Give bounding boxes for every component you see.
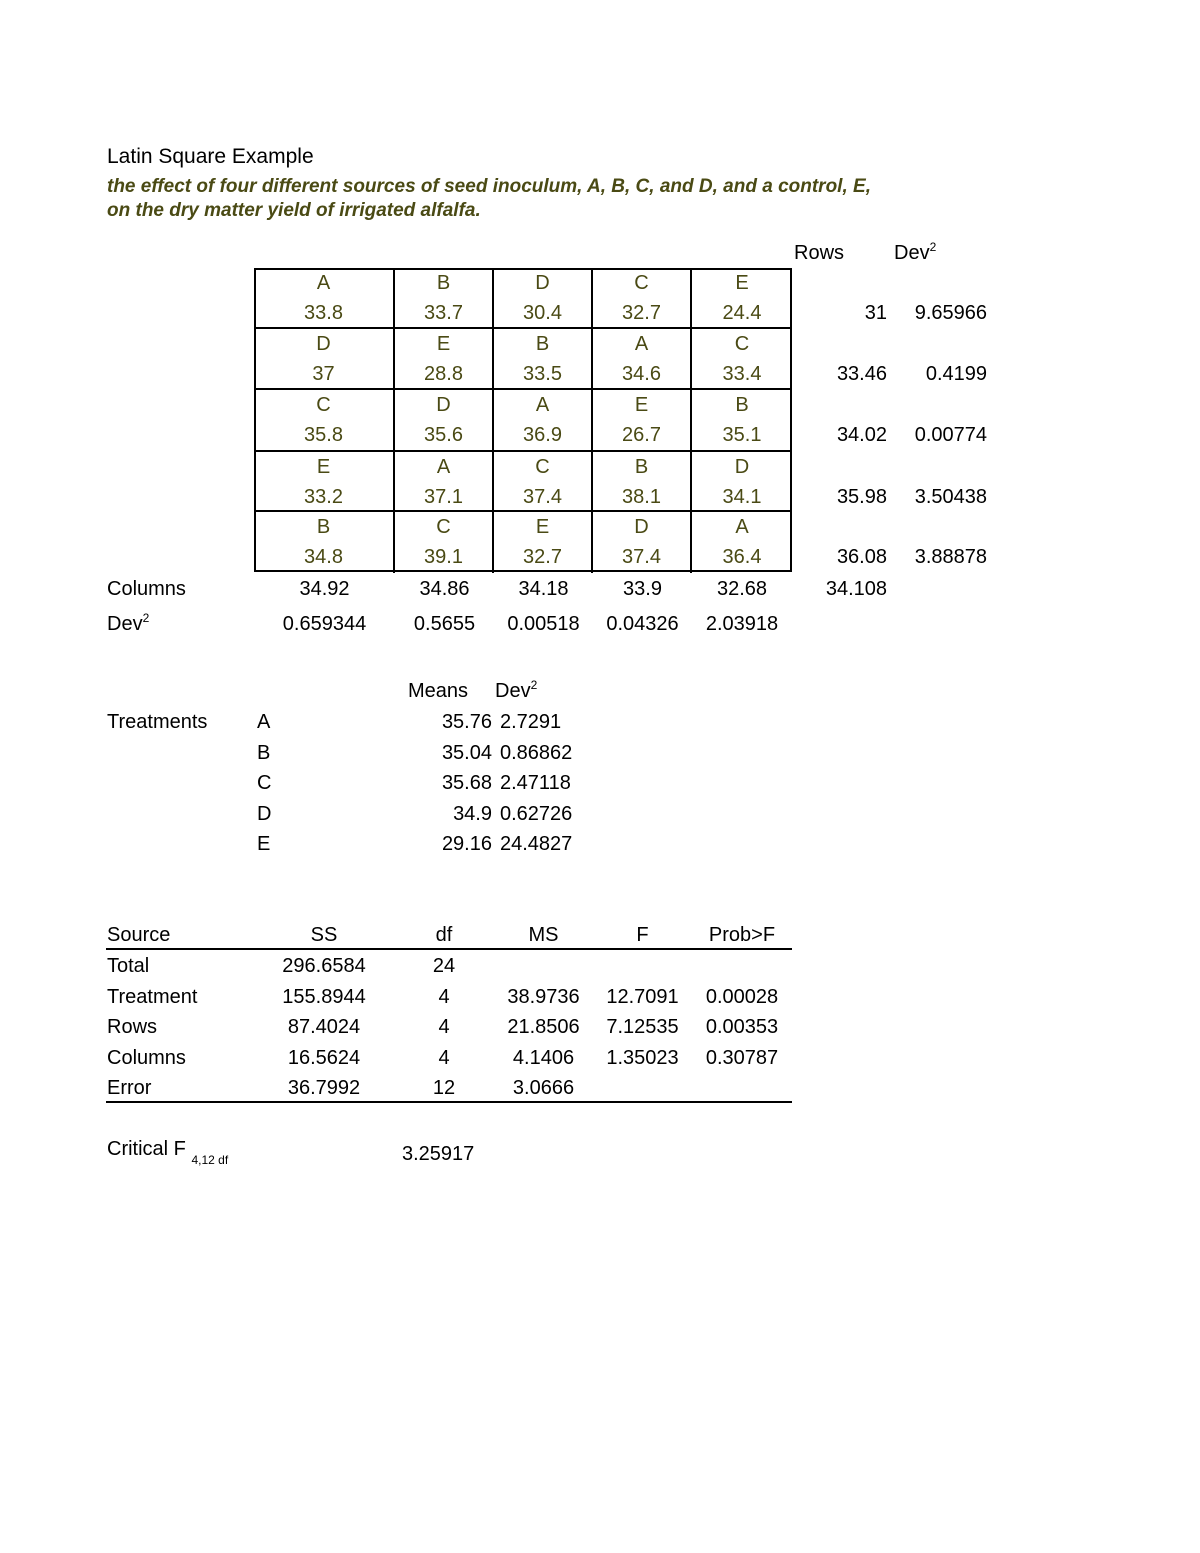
- treatment-letter: A: [634, 333, 649, 355]
- column-mean: 34.92: [299, 578, 350, 600]
- grid-cell: [254, 512, 395, 573]
- anova-cell: 21.8506: [507, 1016, 580, 1038]
- columns-label: Columns: [107, 578, 186, 600]
- treatment-dev-header: Dev$^2$: [495, 678, 538, 702]
- anova-cell: 0.00353: [705, 1016, 779, 1038]
- yield-value: 36.9: [523, 424, 562, 446]
- grid-cell: [395, 329, 494, 390]
- treatment-letter: C: [535, 456, 550, 478]
- treatment-letter: D: [436, 394, 451, 416]
- means-header: Means: [408, 680, 469, 702]
- rows-dev-header-label: Dev: [894, 242, 930, 264]
- grid-cell: [494, 512, 593, 573]
- treatment-letter: B: [316, 516, 331, 538]
- row-mean: 36.08: [836, 546, 887, 568]
- anova-header: SS: [310, 924, 338, 946]
- critical-f-subscript: 4,12 df: [191, 1153, 229, 1167]
- grid-cell: [692, 512, 792, 573]
- column-dev: 2.03918: [705, 613, 779, 635]
- yield-value: 37.1: [424, 486, 463, 508]
- critical-f-label: [107, 1137, 229, 1167]
- anova-cell: 0.00028: [705, 985, 779, 1008]
- grid-cell: [395, 452, 494, 512]
- treatment-letter: B: [535, 333, 550, 355]
- anova-cell: 1.35023: [606, 1046, 679, 1069]
- row-mean: 34.02: [836, 424, 887, 446]
- treatment-letter: A: [436, 456, 451, 478]
- column-mean: 34.18: [518, 578, 569, 600]
- treatment-mean: 35.04: [441, 741, 492, 764]
- grid-cell: [254, 452, 395, 512]
- anova-cell: 38.9736: [507, 985, 580, 1008]
- treatment-dev: 2.47118: [500, 772, 571, 794]
- treatment-name: E: [257, 833, 271, 855]
- treatment-letter: C: [634, 272, 649, 294]
- anova-cell: 4.1406: [512, 1046, 575, 1069]
- latin-square-grid: [254, 268, 792, 572]
- anova-source: Treatment: [107, 985, 198, 1008]
- treatment-dev: 0.86862: [500, 741, 573, 764]
- yield-value: 39.1: [424, 546, 463, 568]
- grid-cell: [494, 452, 593, 512]
- anova-header-rule: [106, 948, 792, 950]
- treatment-mean: 35.76: [441, 711, 492, 733]
- treatment-letter: E: [735, 272, 749, 294]
- anova-header: df: [435, 924, 453, 946]
- treatment-letter: C: [436, 516, 451, 538]
- treatment-letter: E: [634, 394, 649, 416]
- treatment-letter: C: [734, 333, 750, 355]
- grid-cell: [593, 329, 692, 390]
- anova-cell: 12.7091: [606, 985, 679, 1008]
- grid-cell: [494, 329, 593, 390]
- anova-cell: 36.7992: [287, 1077, 361, 1099]
- column-mean: 34.86: [419, 578, 470, 600]
- yield-value: 37: [312, 363, 335, 385]
- anova-bottom-rule: [106, 1101, 792, 1103]
- grid-cell: [254, 268, 395, 329]
- yield-value: 38.1: [622, 486, 661, 508]
- column-dev: 0.04326: [606, 613, 679, 635]
- anova-header: Prob>F: [708, 924, 776, 946]
- anova-cell: 4: [438, 1016, 450, 1038]
- yield-value: 30.4: [523, 302, 562, 324]
- column-dev: 0.00518: [507, 613, 580, 635]
- treatment-name: D: [257, 802, 272, 825]
- row-dev: 3.88878: [914, 546, 987, 568]
- anova-source: Rows: [107, 1016, 158, 1038]
- anova-header: F: [636, 924, 649, 946]
- yield-value: 32.7: [523, 546, 562, 568]
- anova-cell: 155.8944: [282, 985, 366, 1008]
- row-dev: 0.00774: [914, 424, 987, 446]
- dev-label-text: Dev: [107, 613, 143, 635]
- yield-value: 34.6: [622, 363, 661, 385]
- grid-cell: [254, 329, 395, 390]
- yield-value: 33.4: [722, 363, 762, 385]
- row-mean: 33.46: [836, 363, 887, 385]
- row-mean: 35.98: [836, 486, 887, 508]
- yield-value: 32.7: [622, 302, 661, 324]
- subtitle-line-1: the effect of four different sources of seed inoculum, A, B, C, and D, and a control, E,: [107, 176, 871, 197]
- anova-source: Columns: [107, 1046, 186, 1069]
- yield-value: 36.4: [722, 546, 762, 568]
- grid-cell: [494, 268, 593, 329]
- grid-cell: [593, 268, 692, 329]
- yield-value: 35.6: [424, 424, 463, 446]
- anova-source: Error: [107, 1077, 152, 1099]
- anova-cell: 87.4024: [287, 1016, 361, 1038]
- treatment-name: B: [257, 741, 271, 764]
- grid-cell: [593, 390, 692, 452]
- treatments-label: Treatments: [107, 711, 208, 733]
- anova-cell: 296.6584: [282, 955, 366, 977]
- rows-header: Rows: [794, 242, 845, 264]
- treatment-letter: D: [535, 272, 550, 294]
- column-mean: 33.9: [623, 578, 662, 600]
- anova-cell: 12: [432, 1077, 456, 1099]
- treatment-letter: D: [316, 333, 331, 355]
- treatment-letter: B: [735, 394, 749, 416]
- anova-header: Source: [107, 924, 171, 946]
- grid-cell: [395, 390, 494, 452]
- anova-cell: 4: [438, 985, 450, 1008]
- column-dev: 0.5655: [413, 613, 476, 635]
- subtitle-line-2: on the dry matter yield of irrigated alfalfa.: [107, 200, 481, 221]
- yield-value: 24.4: [722, 302, 762, 324]
- yield-value: 28.8: [424, 363, 463, 385]
- treatment-name: C: [257, 772, 272, 794]
- grid-cell: [692, 452, 792, 512]
- treatment-letter: C: [316, 394, 331, 416]
- grid-cell: [494, 390, 593, 452]
- treatment-dev: 2.7291: [500, 711, 562, 733]
- anova-source: Total: [107, 955, 150, 977]
- yield-value: 33.5: [523, 363, 562, 385]
- treatment-letter: A: [535, 394, 550, 416]
- row-dev: 9.65966: [914, 302, 987, 324]
- anova-cell: 7.12535: [606, 1016, 679, 1038]
- column-mean: 32.68: [716, 578, 768, 600]
- critical-f-text: Critical F: [107, 1138, 186, 1160]
- row-dev: 0.4199: [925, 363, 987, 385]
- column-dev: 0.659344: [282, 613, 367, 635]
- page-title: Latin Square Example: [107, 145, 314, 168]
- grid-cell: [593, 512, 692, 573]
- grid-cell: [692, 268, 792, 329]
- treatment-letter: D: [734, 456, 750, 478]
- grid-cell: [692, 390, 792, 452]
- yield-value: 33.7: [424, 302, 463, 324]
- treatment-dev: 24.4827: [500, 833, 573, 855]
- yield-value: 37.4: [622, 546, 661, 568]
- grid-cell: [395, 268, 494, 329]
- treatment-letter: A: [316, 272, 331, 294]
- anova-cell: 3.0666: [512, 1077, 575, 1099]
- grid-cell: [254, 390, 395, 452]
- yield-value: 34.8: [304, 546, 343, 568]
- anova-cell: 4: [438, 1046, 450, 1069]
- grid-cell: [593, 452, 692, 512]
- yield-value: 35.8: [304, 424, 343, 446]
- yield-value: 33.2: [304, 486, 343, 508]
- treatment-letter: D: [634, 516, 649, 538]
- yield-value: 35.1: [722, 424, 762, 446]
- grid-cell: [395, 512, 494, 573]
- treatment-mean: 34.9: [453, 802, 492, 825]
- treatment-dev: 0.62726: [500, 802, 573, 825]
- treatment-letter: E: [535, 516, 550, 538]
- treatment-letter: B: [436, 272, 451, 294]
- yield-value: 37.4: [523, 486, 562, 508]
- rows-dev-header: Dev$^2$: [894, 240, 937, 264]
- anova-cell: 0.30787: [705, 1046, 779, 1069]
- grand-mean: 34.108: [825, 578, 887, 600]
- yield-value: 33.8: [304, 302, 343, 324]
- grid-cell: [692, 329, 792, 390]
- anova-cell: 16.5624: [287, 1046, 361, 1069]
- treatment-dev-header-label: Dev: [495, 680, 531, 702]
- yield-value: 34.1: [722, 486, 762, 508]
- treatment-letter: E: [316, 456, 331, 478]
- yield-value: 26.7: [622, 424, 661, 446]
- treatment-letter: E: [436, 333, 451, 355]
- treatment-letter: B: [634, 456, 649, 478]
- anova-cell: 24: [432, 955, 456, 977]
- critical-f-value: 3.25917: [402, 1143, 475, 1165]
- treatment-name: A: [257, 711, 271, 733]
- dev-label: Dev$^2$: [107, 611, 150, 635]
- treatment-letter: A: [735, 516, 749, 538]
- anova-header: MS: [528, 924, 559, 946]
- row-dev: 3.50438: [914, 486, 987, 508]
- treatment-mean: 29.16: [441, 833, 492, 855]
- treatment-mean: 35.68: [441, 772, 492, 794]
- row-mean: 31: [864, 302, 887, 324]
